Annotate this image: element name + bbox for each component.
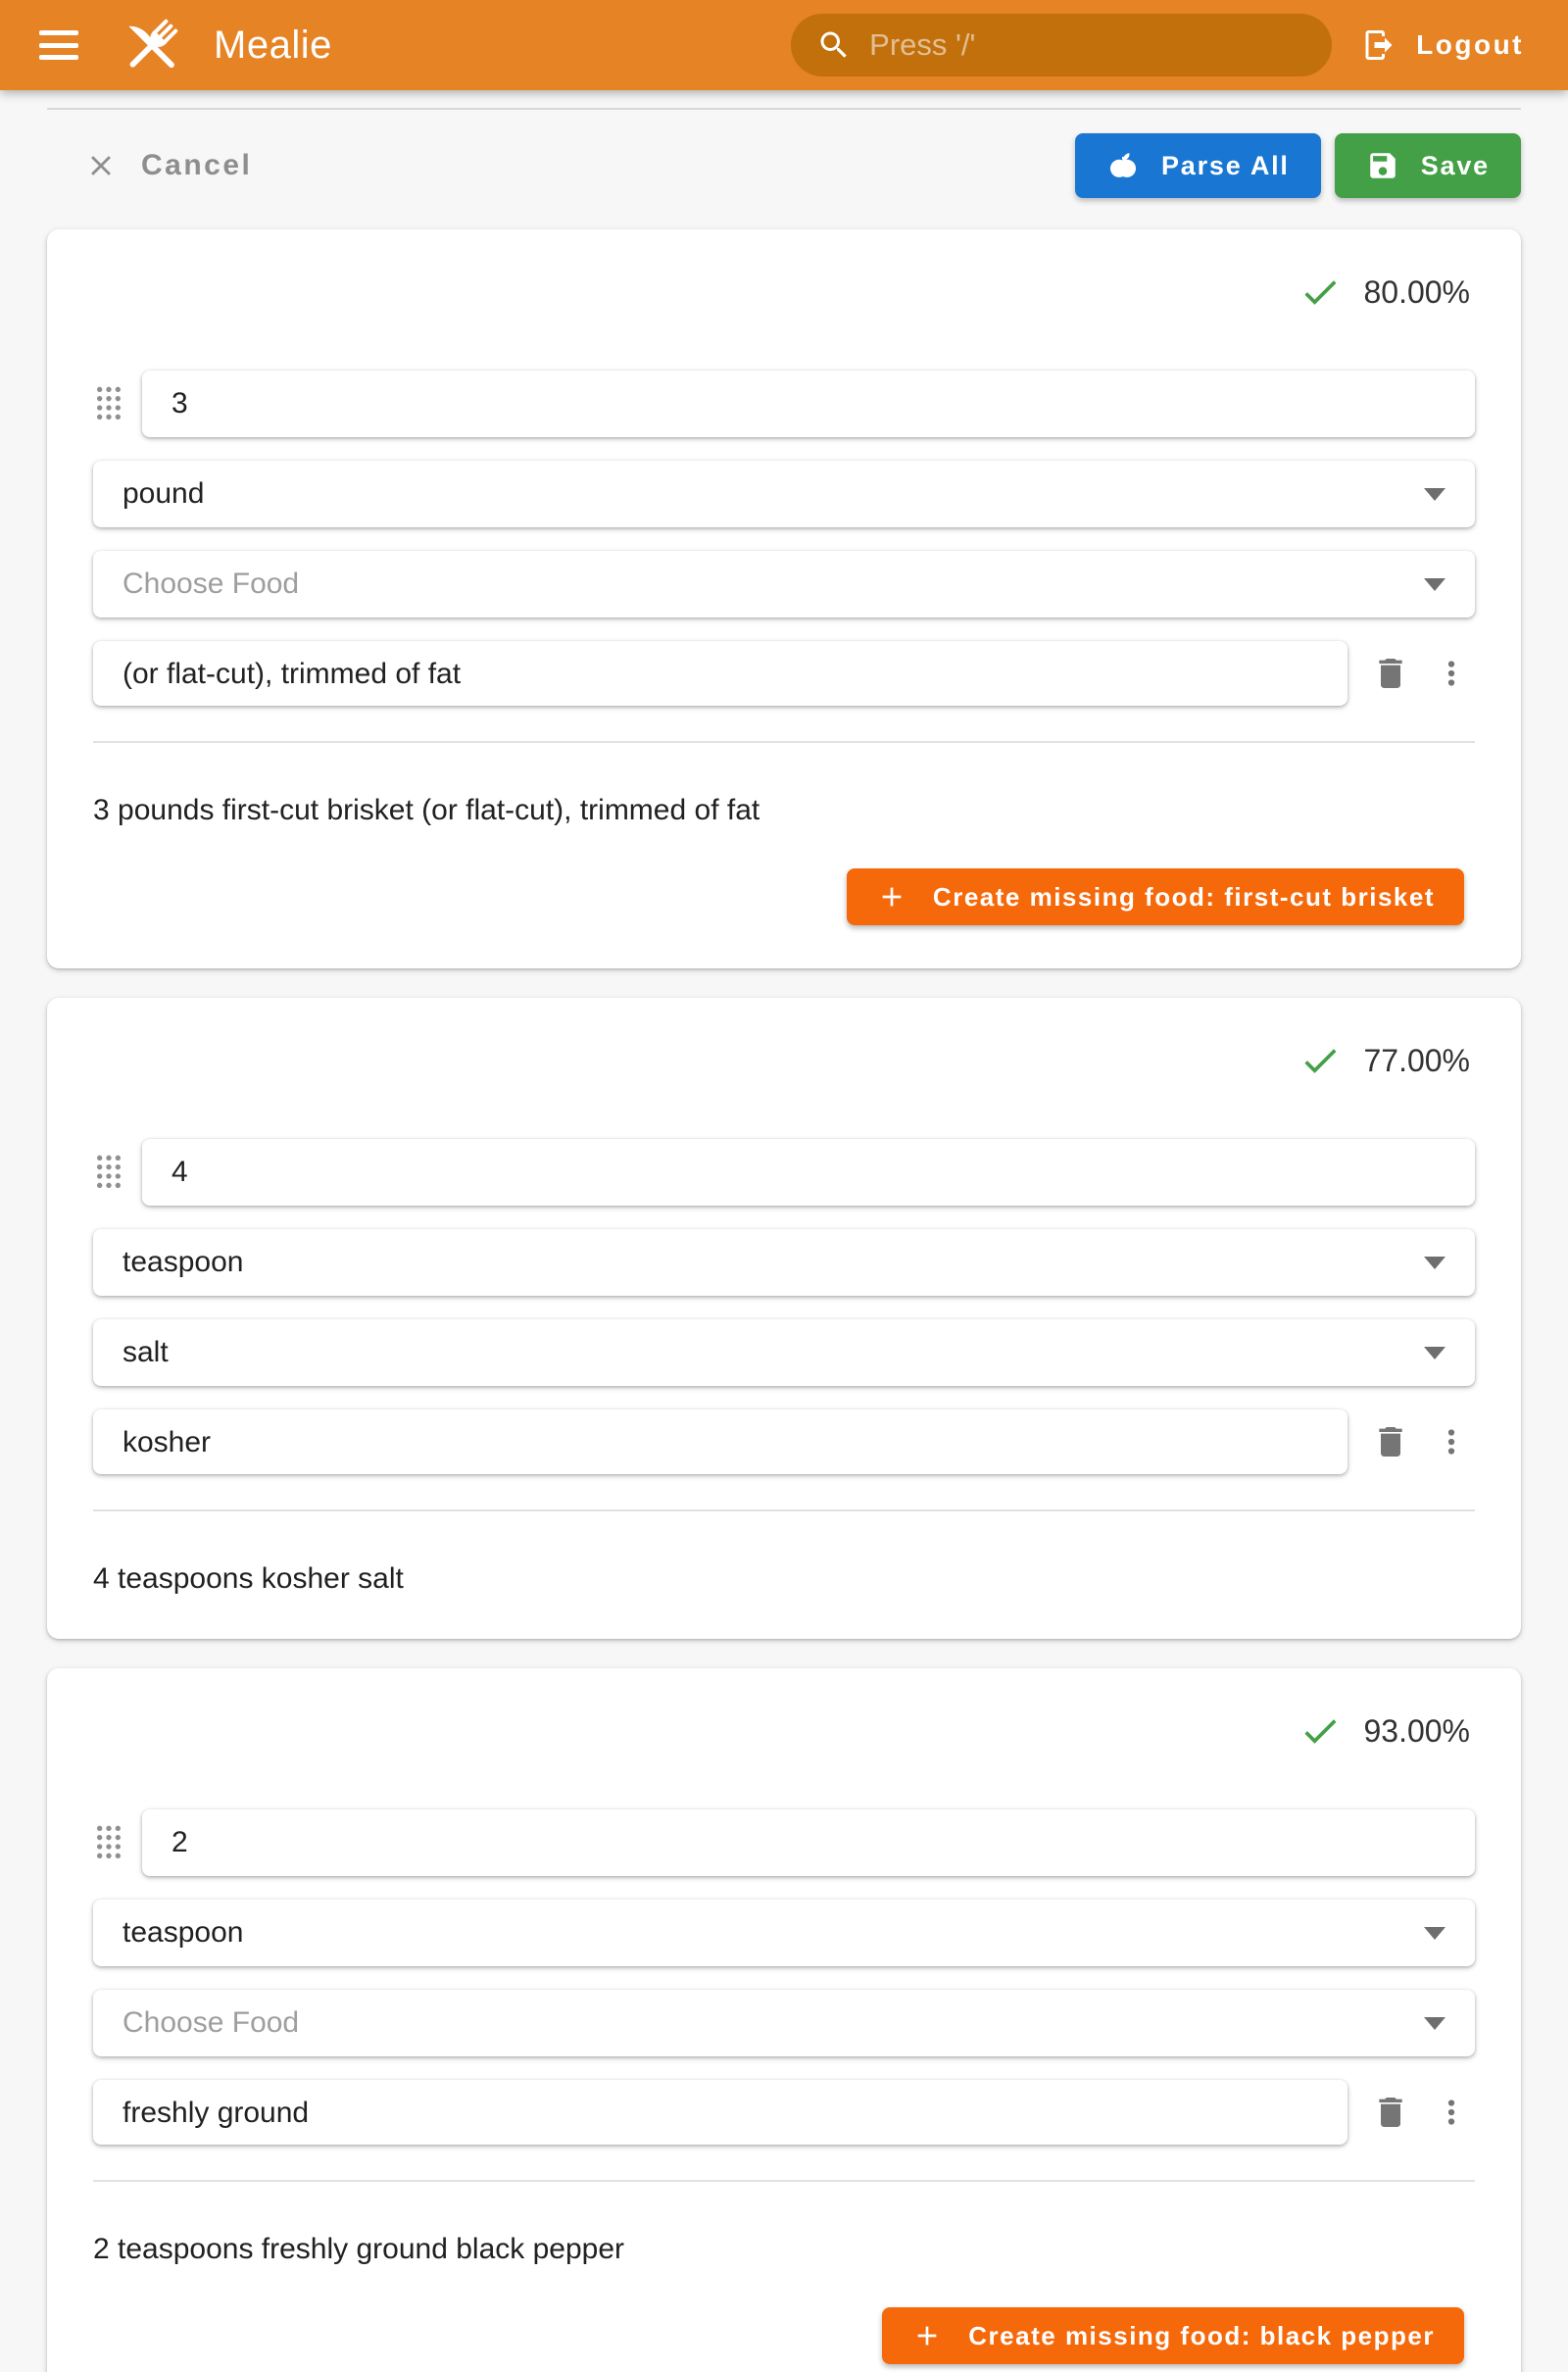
save-label: Save bbox=[1420, 150, 1490, 180]
unit-value: pound bbox=[122, 477, 205, 510]
chevron-down-icon bbox=[1424, 1347, 1446, 1359]
ingredient-card bbox=[47, 998, 1521, 1639]
editor-toolbar bbox=[47, 133, 1521, 198]
save-icon bbox=[1366, 149, 1399, 182]
chevron-down-icon bbox=[1424, 488, 1446, 501]
check-icon bbox=[1298, 1039, 1342, 1082]
save-button[interactable] bbox=[1335, 133, 1521, 198]
create-missing-food-button[interactable] bbox=[882, 2307, 1464, 2364]
cancel-label: Cancel bbox=[141, 149, 253, 181]
food-select[interactable] bbox=[93, 1990, 1475, 2056]
drag-handle-icon[interactable] bbox=[93, 383, 124, 424]
unit-select[interactable] bbox=[93, 1229, 1475, 1296]
mealie-logo-icon bbox=[116, 9, 188, 81]
confidence-row bbox=[47, 271, 1521, 314]
unit-select[interactable] bbox=[93, 461, 1475, 527]
check-icon bbox=[1298, 271, 1342, 314]
kebab-icon bbox=[1433, 1423, 1470, 1460]
ingredient-card bbox=[47, 229, 1521, 968]
note-input[interactable] bbox=[93, 2080, 1348, 2147]
quantity-input[interactable] bbox=[142, 1809, 1475, 1876]
search-box[interactable] bbox=[791, 14, 1332, 76]
delete-ingredient-button[interactable] bbox=[1361, 1412, 1420, 1471]
kebab-icon bbox=[1433, 2094, 1470, 2131]
confidence-value: 93.00% bbox=[1363, 1712, 1470, 1749]
chevron-down-icon bbox=[1424, 2017, 1446, 2030]
check-icon bbox=[1298, 1709, 1342, 1753]
trash-icon bbox=[1371, 2093, 1410, 2132]
confidence-value: 80.00% bbox=[1363, 273, 1470, 310]
drag-handle-icon[interactable] bbox=[93, 1152, 124, 1193]
chevron-down-icon bbox=[1424, 1927, 1446, 1940]
more-options-button[interactable] bbox=[1428, 1412, 1475, 1471]
food-value: Choose Food bbox=[122, 2006, 300, 2039]
unit-value: teaspoon bbox=[122, 1916, 244, 1949]
chevron-down-icon bbox=[1424, 578, 1446, 591]
plus-icon bbox=[911, 2320, 943, 2351]
unit-value: teaspoon bbox=[122, 1246, 244, 1278]
original-ingredient-text: 4 teaspoons kosher salt bbox=[93, 1562, 404, 1595]
food-select[interactable] bbox=[93, 551, 1475, 618]
apple-icon bbox=[1106, 149, 1140, 182]
note-input[interactable] bbox=[93, 1409, 1348, 1476]
ingredient-card bbox=[47, 1668, 1521, 2372]
food-value: salt bbox=[122, 1336, 169, 1368]
delete-ingredient-button[interactable] bbox=[1361, 2083, 1420, 2142]
more-options-button[interactable] bbox=[1428, 2083, 1475, 2142]
search-icon bbox=[816, 27, 852, 63]
food-value: Choose Food bbox=[122, 568, 300, 600]
plus-icon bbox=[876, 881, 907, 913]
delete-ingredient-button[interactable] bbox=[1361, 644, 1420, 703]
cancel-button[interactable] bbox=[47, 149, 252, 182]
search-input[interactable] bbox=[869, 27, 1306, 63]
app-title: Mealie bbox=[214, 23, 332, 67]
app-bar bbox=[0, 0, 1568, 90]
close-icon bbox=[84, 149, 118, 182]
unit-select[interactable] bbox=[93, 1900, 1475, 1966]
header-divider bbox=[47, 108, 1521, 110]
create-missing-food-button[interactable] bbox=[847, 868, 1464, 925]
parse-all-button[interactable] bbox=[1075, 133, 1321, 198]
logout-label: Logout bbox=[1416, 29, 1524, 60]
confidence-value: 77.00% bbox=[1363, 1042, 1470, 1078]
trash-icon bbox=[1371, 1422, 1410, 1461]
more-options-button[interactable] bbox=[1428, 644, 1475, 703]
logout-button[interactable] bbox=[1361, 27, 1524, 63]
original-ingredient-text: 3 pounds first-cut brisket (or flat-cut), trimmed of fat bbox=[93, 794, 760, 826]
note-input[interactable] bbox=[93, 641, 1348, 708]
trash-icon bbox=[1371, 654, 1410, 693]
confidence-row bbox=[47, 1039, 1521, 1082]
chevron-down-icon bbox=[1424, 1257, 1446, 1269]
create-missing-food-label: Create missing food: first-cut brisket bbox=[932, 881, 1435, 912]
menu-icon[interactable] bbox=[39, 30, 78, 60]
original-ingredient-text: 2 teaspoons freshly ground black pepper bbox=[93, 2233, 625, 2265]
drag-handle-icon[interactable] bbox=[93, 1822, 124, 1863]
quantity-input[interactable] bbox=[142, 1139, 1475, 1206]
kebab-icon bbox=[1433, 655, 1470, 692]
food-select[interactable] bbox=[93, 1319, 1475, 1386]
quantity-input[interactable] bbox=[142, 371, 1475, 437]
parse-all-label: Parse All bbox=[1160, 150, 1290, 180]
logout-icon bbox=[1361, 27, 1396, 63]
confidence-row bbox=[47, 1709, 1521, 1753]
create-missing-food-label: Create missing food: black pepper bbox=[968, 2320, 1435, 2350]
